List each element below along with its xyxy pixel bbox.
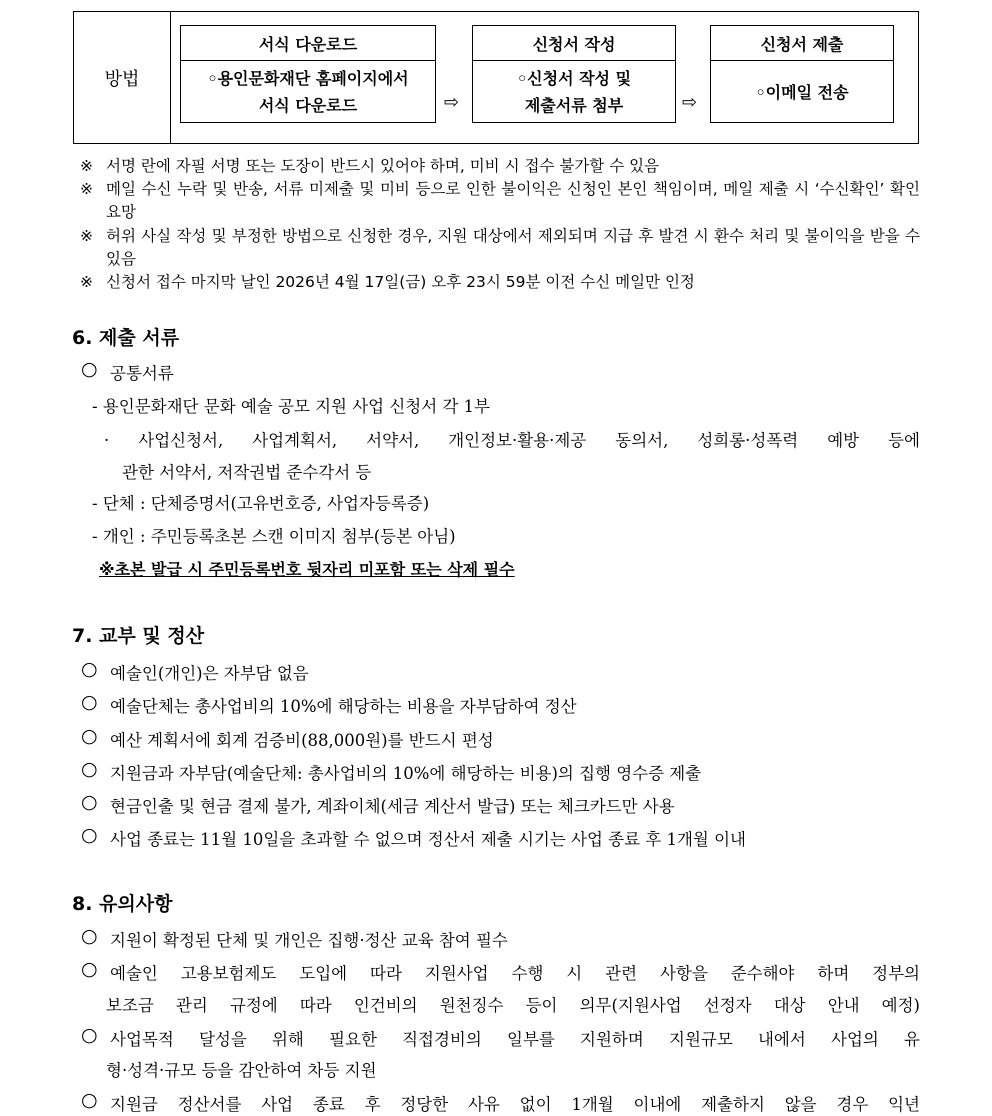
bullet-circle: ○ <box>81 358 98 380</box>
step-download-line2: 서식 다운로드 <box>258 96 358 115</box>
process-table <box>73 11 919 144</box>
bullet-circle: ○ <box>81 1024 98 1046</box>
section-7-title: 7. 교부 및 정산 <box>72 625 205 647</box>
caution-item-2-line2: 보조금 관리 규정에 따라 인건비의 원천징수 등이 의무(지원사업 선정자 대상 안내 예정) <box>106 996 920 1015</box>
step-write-title: 신청서 작성 <box>473 26 675 61</box>
step-submit-body <box>711 61 893 123</box>
bullet-circle: ○ <box>81 691 98 713</box>
bullet-circle: ○ <box>81 758 98 780</box>
note-mark: ※ <box>80 157 93 175</box>
note-text: 신청서 접수 마지막 날인 2026년 4월 17일(금) 오후 23시 59분 이전 수신 메일만 인정 <box>106 273 695 291</box>
note-text: 메일 수신 누락 및 반송, 서류 미제출 및 미비 등으로 인한 불이익은 신청인 본인 책임이며, 메일 제출 시 ‘수신확인’ 확인 요망 <box>106 180 920 221</box>
process-label: 방법 <box>74 12 171 143</box>
step-submit-line1: ◦이메일 전송 <box>755 82 849 102</box>
note-text: 허위 사실 작성 및 부정한 방법으로 신청한 경우, 지원 대상에서 제외되며 지급 후 발견 시 환수 처리 및 불이익을 받을 수 있음 <box>106 227 920 268</box>
common-docs: 공통서류 <box>110 364 174 383</box>
step-download-body <box>181 61 435 123</box>
doc-item-1a-line1: · 사업신청서, 사업계획서, 서약서, 개인정보·활용·제공 동의서, 성희롱·성폭력 예방 등에 <box>104 431 920 450</box>
arrow-icon: ⇨ <box>682 92 698 113</box>
caution-item-4-line1: 지원금 정산서를 사업 종료 후 정당한 사유 없이 1개월 이내에 제출하지 않을 경우 익년 <box>110 1095 920 1114</box>
note-signature <box>80 155 920 178</box>
note-mail <box>80 178 920 224</box>
note-mark: ※ <box>80 273 93 291</box>
note-text: 서명 란에 자필 서명 또는 도장이 반드시 있어야 하며, 미비 시 접수 불가할 수 있음 <box>106 157 660 175</box>
note-false-info <box>80 225 920 271</box>
step-write-body <box>473 61 675 123</box>
step-download-line1: ◦용인문화재단 홈페이지에서 <box>207 69 409 88</box>
step-submit-title: 신청서 제출 <box>711 26 893 61</box>
settle-item-3: 예산 계획서에 회계 검증비(88,000원)를 반드시 편성 <box>110 731 494 750</box>
doc-item-3: - 개인 : 주민등록초본 스캔 이미지 첨부(등본 아님) <box>92 527 456 546</box>
bullet-circle: ○ <box>81 824 98 846</box>
step-download <box>180 25 436 123</box>
step-download-title: 서식 다운로드 <box>181 26 435 61</box>
settle-item-1: 예술인(개인)은 자부담 없음 <box>110 664 309 683</box>
settle-item-4: 지원금과 자부담(예술단체: 총사업비의 10%에 해당하는 비용)의 집행 영수증 제출 <box>110 764 702 783</box>
bullet-circle: ○ <box>81 725 98 747</box>
step-write-line2: 제출서류 첨부 <box>524 96 624 115</box>
settle-item-6: 사업 종료는 11월 10일을 초과할 수 없으며 정산서 제출 시기는 사업 종료 후 1개월 이내 <box>110 830 746 849</box>
settle-item-5: 현금인출 및 현금 결제 불가, 계좌이체(세금 계산서 발급) 또는 체크카드만 사용 <box>110 797 675 816</box>
doc-item-1: - 용인문화재단 문화 예술 공모 지원 사업 신청서 각 1부 <box>92 397 490 416</box>
doc-item-2: - 단체 : 단체증명서(고유번호증, 사업자등록증) <box>92 494 430 513</box>
bullet-circle: ○ <box>81 925 98 947</box>
caution-item-2-line1: 예술인 고용보험제도 도입에 따라 지원사업 수행 시 관련 사항을 준수해야 하며 정부의 <box>110 964 920 983</box>
bullet-circle: ○ <box>81 658 98 680</box>
settle-item-2: 예술단체는 총사업비의 10%에 해당하는 비용을 자부담하여 정산 <box>110 697 577 716</box>
caution-item-3-line2: 형·성격·규모 등을 감안하여 차등 지원 <box>106 1061 377 1080</box>
bullet-circle: ○ <box>81 1089 98 1111</box>
step-submit <box>710 25 894 123</box>
doc-warning: ※초본 발급 시 주민등록번호 뒷자리 미포함 또는 삭제 필수 <box>99 560 515 579</box>
note-deadline <box>80 271 920 294</box>
note-mark: ※ <box>80 227 93 245</box>
note-mark: ※ <box>80 180 93 198</box>
arrow-icon: ⇨ <box>444 92 460 113</box>
section-6-title: 6. 제출 서류 <box>72 327 180 349</box>
step-write-line1: ◦신청서 작성 및 <box>516 69 632 88</box>
section-8-title: 8. 유의사항 <box>72 893 173 915</box>
bullet-circle: ○ <box>81 958 98 980</box>
doc-item-1a-line2: 관한 서약서, 저작권법 준수각서 등 <box>122 463 372 482</box>
step-write <box>472 25 676 123</box>
caution-item-1: 지원이 확정된 단체 및 개인은 집행·정산 교육 참여 필수 <box>110 931 508 950</box>
caution-item-3-line1: 사업목적 달성을 위해 필요한 직접경비의 일부를 지원하며 지원규모 내에서 사업의 유 <box>110 1030 920 1049</box>
bullet-circle: ○ <box>81 791 98 813</box>
